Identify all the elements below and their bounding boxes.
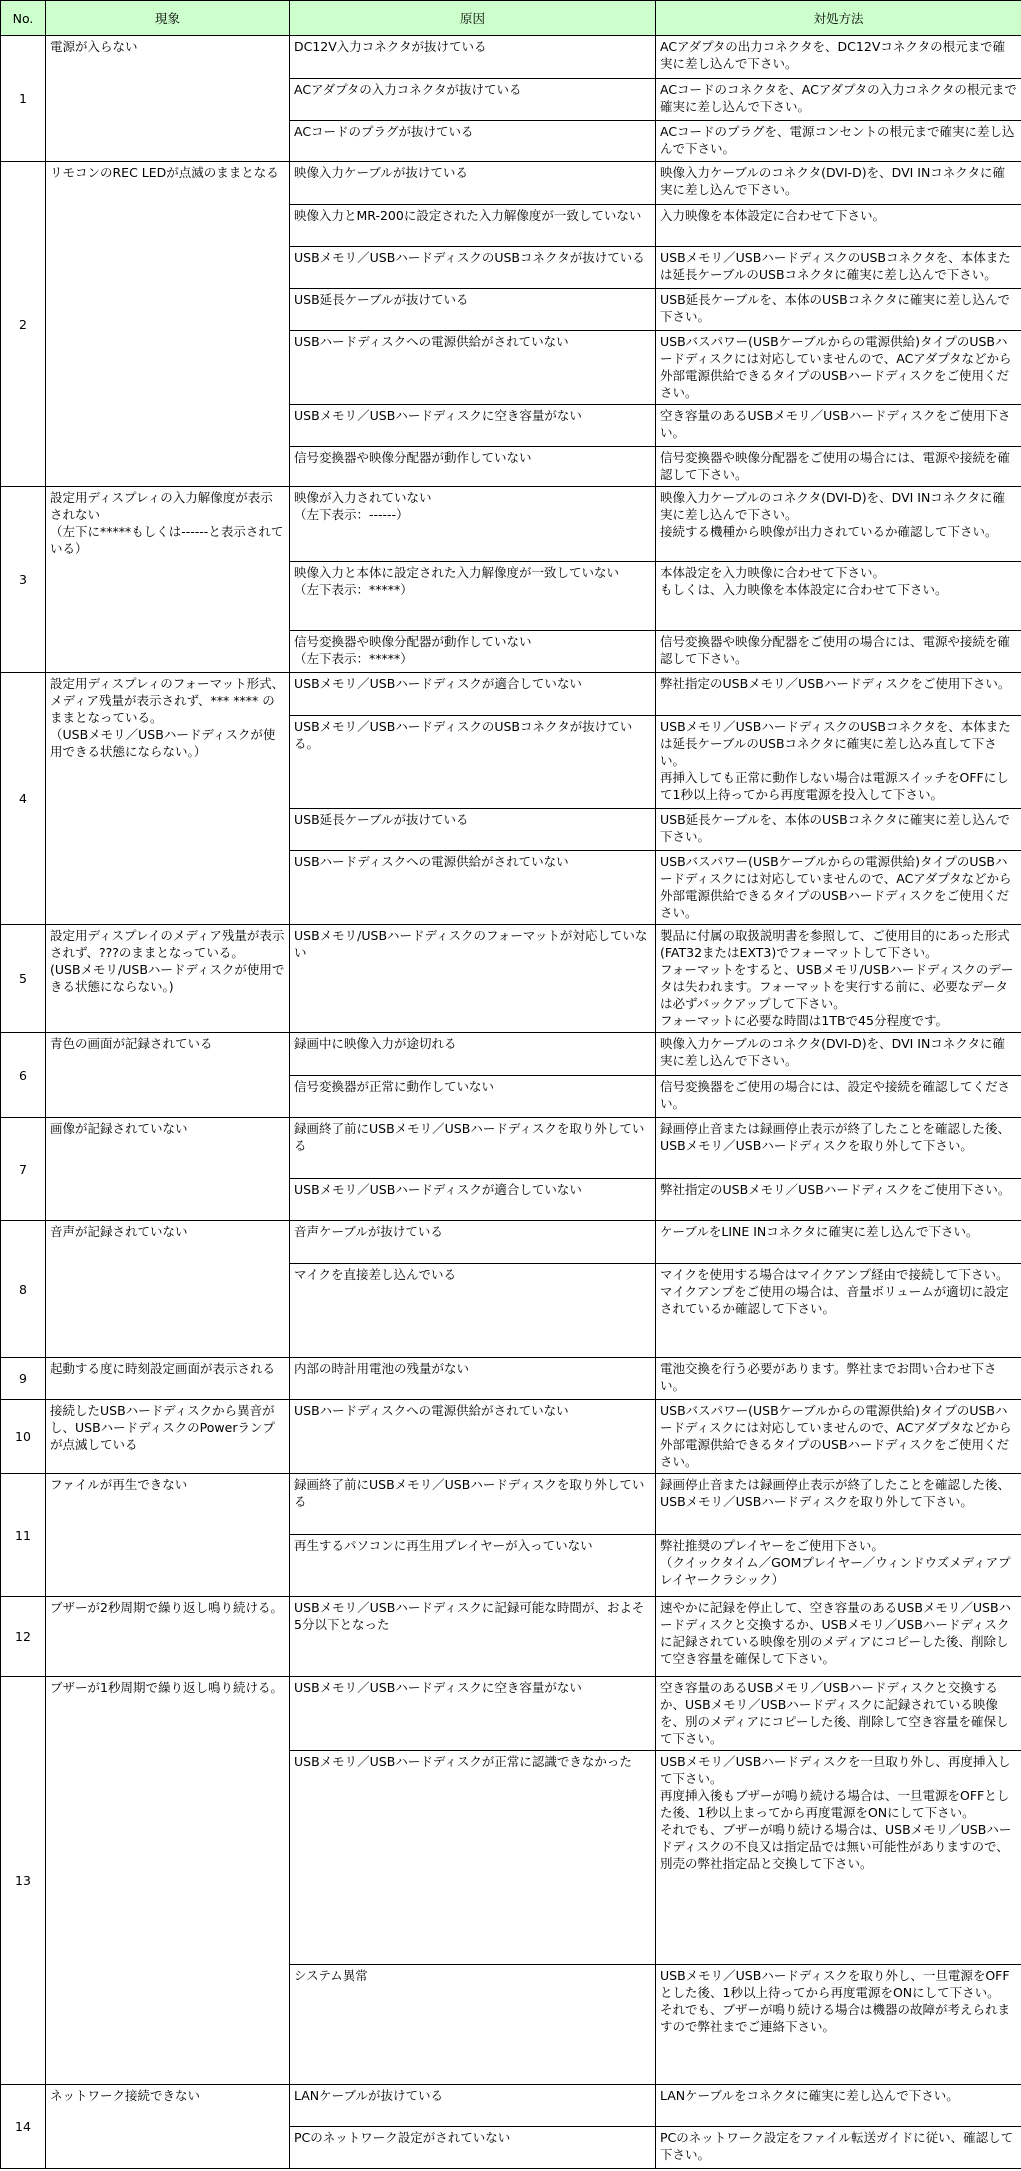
header-cause: 原因 <box>290 1 656 36</box>
cause-cell: USBメモリ/USBハードディスクのフォーマットが対応していない <box>290 925 656 1033</box>
row-number: 2 <box>1 162 46 487</box>
cause-cell: 音声ケーブルが抜けている <box>290 1221 656 1264</box>
symptom-cell: 青色の画面が記録されている <box>46 1033 290 1118</box>
cause-cell: USBメモリ／USBハードディスクが適合していない <box>290 673 656 716</box>
remedy-cell: 信号変換器や映像分配器をご使用の場合には、電源や接続を確認して下さい。 <box>656 447 1021 487</box>
header-remedy: 対処方法 <box>656 1 1021 36</box>
remedy-cell: 空き容量のあるUSBメモリ／USBハードディスクをご使用下さい。 <box>656 405 1021 447</box>
remedy-cell: 映像入力ケーブルのコネクタ(DVI-D)を、DVI INコネクタに確実に差し込んで下さい。 <box>656 1033 1021 1076</box>
symptom-cell: 設定用ディスプレィのフォーマット形式、メディア残量が表示されず、*** **** のままとなっている。 （USBメモリ／USBハードディスクが使用できる状態にならない。） <box>46 673 290 925</box>
cause-cell: USBメモリ／USBハードディスクに記録可能な時間が、およそ5分以下となった <box>290 1597 656 1677</box>
remedy-cell: ケーブルをLINE INコネクタに確実に差し込んで下さい。 <box>656 1221 1021 1264</box>
cause-cell: 信号変換器や映像分配器が動作していない （左下表示：*****） <box>290 631 656 673</box>
table-row <box>1 1033 1021 1076</box>
symptom-cell: 電源が入らない <box>46 36 290 162</box>
remedy-cell: 録画停止音または録画停止表示が終了したことを確認した後、USBメモリ／USBハードディスクを取り外して下さい。 <box>656 1118 1021 1179</box>
row-number: 1 <box>1 36 46 162</box>
remedy-cell: 信号変換器や映像分配器をご使用の場合には、電源や接続を確認して下さい。 <box>656 631 1021 673</box>
remedy-cell: USB延長ケーブルを、本体のUSBコネクタに確実に差し込んで下さい。 <box>656 809 1021 851</box>
symptom-cell: 設定用ディスプレイのメディア残量が表示されず、???のままとなっている。 (USBメモリ/USBハードディスクが使用できる状態にならない。) <box>46 925 290 1033</box>
table-row <box>1 1474 1021 1535</box>
remedy-cell: 空き容量のあるUSBメモリ／USBハードディスクと交換するか、USBメモリ／USBハードディスクに記録されている映像を、別のメディアにコピーした後、削除して空き容量を確保して下さい。 <box>656 1677 1021 1751</box>
row-number: 3 <box>1 487 46 673</box>
remedy-cell: PCのネットワーク設定をファイル転送ガイドに従い、確認して下さい。 <box>656 2127 1021 2169</box>
cause-cell: 信号変換器や映像分配器が動作していない <box>290 447 656 487</box>
remedy-cell: LANケーブルをコネクタに確実に差し込んで下さい。 <box>656 2085 1021 2127</box>
symptom-cell: ブザーが1秒周期で繰り返し鳴り続ける。 <box>46 1677 290 2085</box>
header-no: No. <box>1 1 46 36</box>
header-row <box>1 1 1021 36</box>
cause-cell: USBハードディスクへの電源供給がされていない <box>290 1400 656 1474</box>
cause-cell: 録画中に映像入力が途切れる <box>290 1033 656 1076</box>
remedy-cell: USBメモリ／USBハードディスクのUSBコネクタを、本体または延長ケーブルのUSBコネクタに確実に差し込んで下さい。 <box>656 247 1021 289</box>
remedy-cell: 弊社指定のUSBメモリ／USBハードディスクをご使用下さい。 <box>656 673 1021 716</box>
cause-cell: 映像入力ケーブルが抜けている <box>290 162 656 205</box>
remedy-cell: USBバスパワー(USBケーブルからの電源供給)タイプのUSBハードディスクには対応していませんので、ACアダプタなどから外部電源供給できるタイプのUSBハードディスクをご使用ください。 <box>656 331 1021 405</box>
table-row <box>1 1597 1021 1677</box>
remedy-cell: 電池交換を行う必要があります。弊社までお問い合わせ下さい。 <box>656 1358 1021 1400</box>
cause-cell: システム異常 <box>290 1965 656 2085</box>
cause-cell: LANケーブルが抜けている <box>290 2085 656 2127</box>
row-number: 12 <box>1 1597 46 1677</box>
cause-cell: USBメモリ／USBハードディスクに空き容量がない <box>290 405 656 447</box>
cause-cell: USBハードディスクへの電源供給がされていない <box>290 851 656 925</box>
row-number: 8 <box>1 1221 46 1358</box>
cause-cell: USB延長ケーブルが抜けている <box>290 809 656 851</box>
row-number: 6 <box>1 1033 46 1118</box>
table-row <box>1 1358 1021 1400</box>
row-number: 14 <box>1 2085 46 2169</box>
table-row <box>1 487 1021 562</box>
table-row <box>1 1400 1021 1474</box>
symptom-cell: 設定用ディスプレィの入力解像度が表示されない （左下に*****もしくは------と表示されている） <box>46 487 290 673</box>
row-number: 11 <box>1 1474 46 1597</box>
cause-cell: USBハードディスクへの電源供給がされていない <box>290 331 656 405</box>
remedy-cell: 弊社指定のUSBメモリ／USBハードディスクをご使用下さい。 <box>656 1179 1021 1221</box>
remedy-cell: ACコードのプラグを、電源コンセントの根元まで確実に差し込んで下さい。 <box>656 121 1021 162</box>
cause-cell: ACアダプタの入力コネクタが抜けている <box>290 79 656 121</box>
row-number: 5 <box>1 925 46 1033</box>
remedy-cell: 本体設定を入力映像に合わせて下さい。 もしくは、入力映像を本体設定に合わせて下さい。 <box>656 562 1021 631</box>
row-number: 7 <box>1 1118 46 1221</box>
row-number: 4 <box>1 673 46 925</box>
cause-cell: 録画終了前にUSBメモリ／USBハードディスクを取り外している <box>290 1118 656 1179</box>
remedy-cell: USBバスパワー(USBケーブルからの電源供給)タイプのUSBハードディスクには対応していませんので、ACアダプタなどから外部電源供給できるタイプのUSBハードディスクをご使用ください。 <box>656 851 1021 925</box>
cause-cell: 信号変換器が正常に動作していない <box>290 1076 656 1118</box>
remedy-cell: 映像入力ケーブルのコネクタ(DVI-D)を、DVI INコネクタに確実に差し込んで下さい。 接続する機種から映像が出力されているか確認して下さい。 <box>656 487 1021 562</box>
remedy-cell: 弊社推奨のプレイヤーをご使用下さい。 （クイックタイム／GOMプレイヤー／ウィンドウズメディアプレイヤークラシック） <box>656 1535 1021 1597</box>
cause-cell: USBメモリ／USBハードディスクが正常に認識できなかった <box>290 1751 656 1965</box>
header-symptom: 現象 <box>46 1 290 36</box>
cause-cell: USBメモリ／USBハードディスクのUSBコネクタが抜けている <box>290 247 656 289</box>
symptom-cell: 音声が記録されていない <box>46 1221 290 1358</box>
row-number: 9 <box>1 1358 46 1400</box>
remedy-cell: 録画停止音または録画停止表示が終了したことを確認した後、USBメモリ／USBハードディスクを取り外して下さい。 <box>656 1474 1021 1535</box>
cause-cell: USB延長ケーブルが抜けている <box>290 289 656 331</box>
remedy-cell: 映像入力ケーブルのコネクタ(DVI-D)を、DVI INコネクタに確実に差し込んで下さい。 <box>656 162 1021 205</box>
remedy-cell: マイクを使用する場合はマイクアンプ経由で接続して下さい。 マイクアンプをご使用の場合は、音量ボリュームが適切に設定されているか確認して下さい。 <box>656 1264 1021 1358</box>
cause-cell: USBメモリ／USBハードディスクのUSBコネクタが抜けている。 <box>290 716 656 809</box>
cause-cell: 映像入力とMR-200に設定された入力解像度が一致していない <box>290 205 656 247</box>
remedy-cell: ACアダプタの出力コネクタを、DC12Vコネクタの根元まで確実に差し込んで下さい。 <box>656 36 1021 79</box>
table-row <box>1 1118 1021 1179</box>
row-number: 13 <box>1 1677 46 2085</box>
table-row <box>1 925 1021 1033</box>
symptom-cell: 起動する度に時刻設定画面が表示される <box>46 1358 290 1400</box>
table-row <box>1 1221 1021 1264</box>
remedy-cell: 信号変換器をご使用の場合には、設定や接続を確認してください。 <box>656 1076 1021 1118</box>
cause-cell: 再生するパソコンに再生用プレイヤーが入っていない <box>290 1535 656 1597</box>
symptom-cell: リモコンのREC LEDが点滅のままとなる <box>46 162 290 487</box>
remedy-cell: ACコードのコネクタを、ACアダプタの入力コネクタの根元まで確実に差し込んで下さい。 <box>656 79 1021 121</box>
cause-cell: DC12V入力コネクタが抜けている <box>290 36 656 79</box>
symptom-cell: ネットワーク接続できない <box>46 2085 290 2169</box>
cause-cell: ACコードのプラグが抜けている <box>290 121 656 162</box>
table-row <box>1 162 1021 205</box>
remedy-cell: USBメモリ／USBハードディスクを一旦取り外し、再度挿入して下さい。 再度挿入後もブザーが鳴り続ける場合は、一旦電源をOFFとした後、1秒以上まってから再度電源をONにして下さい。 それでも、ブザーが鳴り続ける場合は、USBメモリ／USBハードディスクの不良又は指定品では無い可能性がありますので、別売の弊社指定品と交換して下さい。 <box>656 1751 1021 1965</box>
table-row <box>1 36 1021 79</box>
cause-cell: USBメモリ／USBハードディスクに空き容量がない <box>290 1677 656 1751</box>
remedy-cell: 速やかに記録を停止して、空き容量のあるUSBメモリ／USBハードディスクと交換するか、USBメモリ／USBハードディスクに記録されている映像を別のメディアにコピーした後、削除して空き容量を確保して下さい。 <box>656 1597 1021 1677</box>
table-row <box>1 673 1021 716</box>
remedy-cell: USBバスパワー(USBケーブルからの電源供給)タイプのUSBハードディスクには対応していませんので、ACアダプタなどから外部電源供給できるタイプのUSBハードディスクをご使用ください。 <box>656 1400 1021 1474</box>
remedy-cell: USBメモリ／USBハードディスクのUSBコネクタを、本体または延長ケーブルのUSBコネクタに確実に差し込み直して下さい。 再挿入しても正常に動作しない場合は電源スイッチをOFFにして1秒以上待ってから再度電源を投入して下さい。 <box>656 716 1021 809</box>
symptom-cell: ファイルが再生できない <box>46 1474 290 1597</box>
cause-cell: マイクを直接差し込んでいる <box>290 1264 656 1358</box>
symptom-cell: ブザーが2秒周期で繰り返し鳴り続ける。 <box>46 1597 290 1677</box>
table-body <box>1 36 1021 2169</box>
symptom-cell: 画像が記録されていない <box>46 1118 290 1221</box>
remedy-cell: 入力映像を本体設定に合わせて下さい。 <box>656 205 1021 247</box>
remedy-cell: USB延長ケーブルを、本体のUSBコネクタに確実に差し込んで下さい。 <box>656 289 1021 331</box>
row-number: 10 <box>1 1400 46 1474</box>
table-row <box>1 1677 1021 1751</box>
cause-cell: 内部の時計用電池の残量がない <box>290 1358 656 1400</box>
cause-cell: PCのネットワーク設定がされていない <box>290 2127 656 2169</box>
symptom-cell: 接続したUSBハードディスクから異音がし、USBハードディスクのPowerランプが点滅している <box>46 1400 290 1474</box>
remedy-cell: USBメモリ／USBハードディスクを取り外し、一旦電源をOFFとした後、1秒以上待ってから再度電源をONにして下さい。 それでも、ブザーが鳴り続ける場合は機器の故障が考えられますので弊社までご連絡下さい。 <box>656 1965 1021 2085</box>
cause-cell: 映像入力と本体に設定された入力解像度が一致していない （左下表示：*****） <box>290 562 656 631</box>
cause-cell: USBメモリ／USBハードディスクが適合していない <box>290 1179 656 1221</box>
cause-cell: 映像が入力されていない （左下表示：------） <box>290 487 656 562</box>
remedy-cell: 製品に付属の取扱説明書を参照して、ご使用目的にあった形式(FAT32またはEXT3)でフォーマットして下さい。 フォーマットをすると、USBメモリ/USBハードディスクのデータは失われます。フォーマットを実行する前に、必要なデータは必ずバックアップして下さい。 フォーマットに必要な時間は1TBで45分程度です。 <box>656 925 1021 1033</box>
table-row <box>1 2085 1021 2127</box>
cause-cell: 録画終了前にUSBメモリ／USBハードディスクを取り外している <box>290 1474 656 1535</box>
